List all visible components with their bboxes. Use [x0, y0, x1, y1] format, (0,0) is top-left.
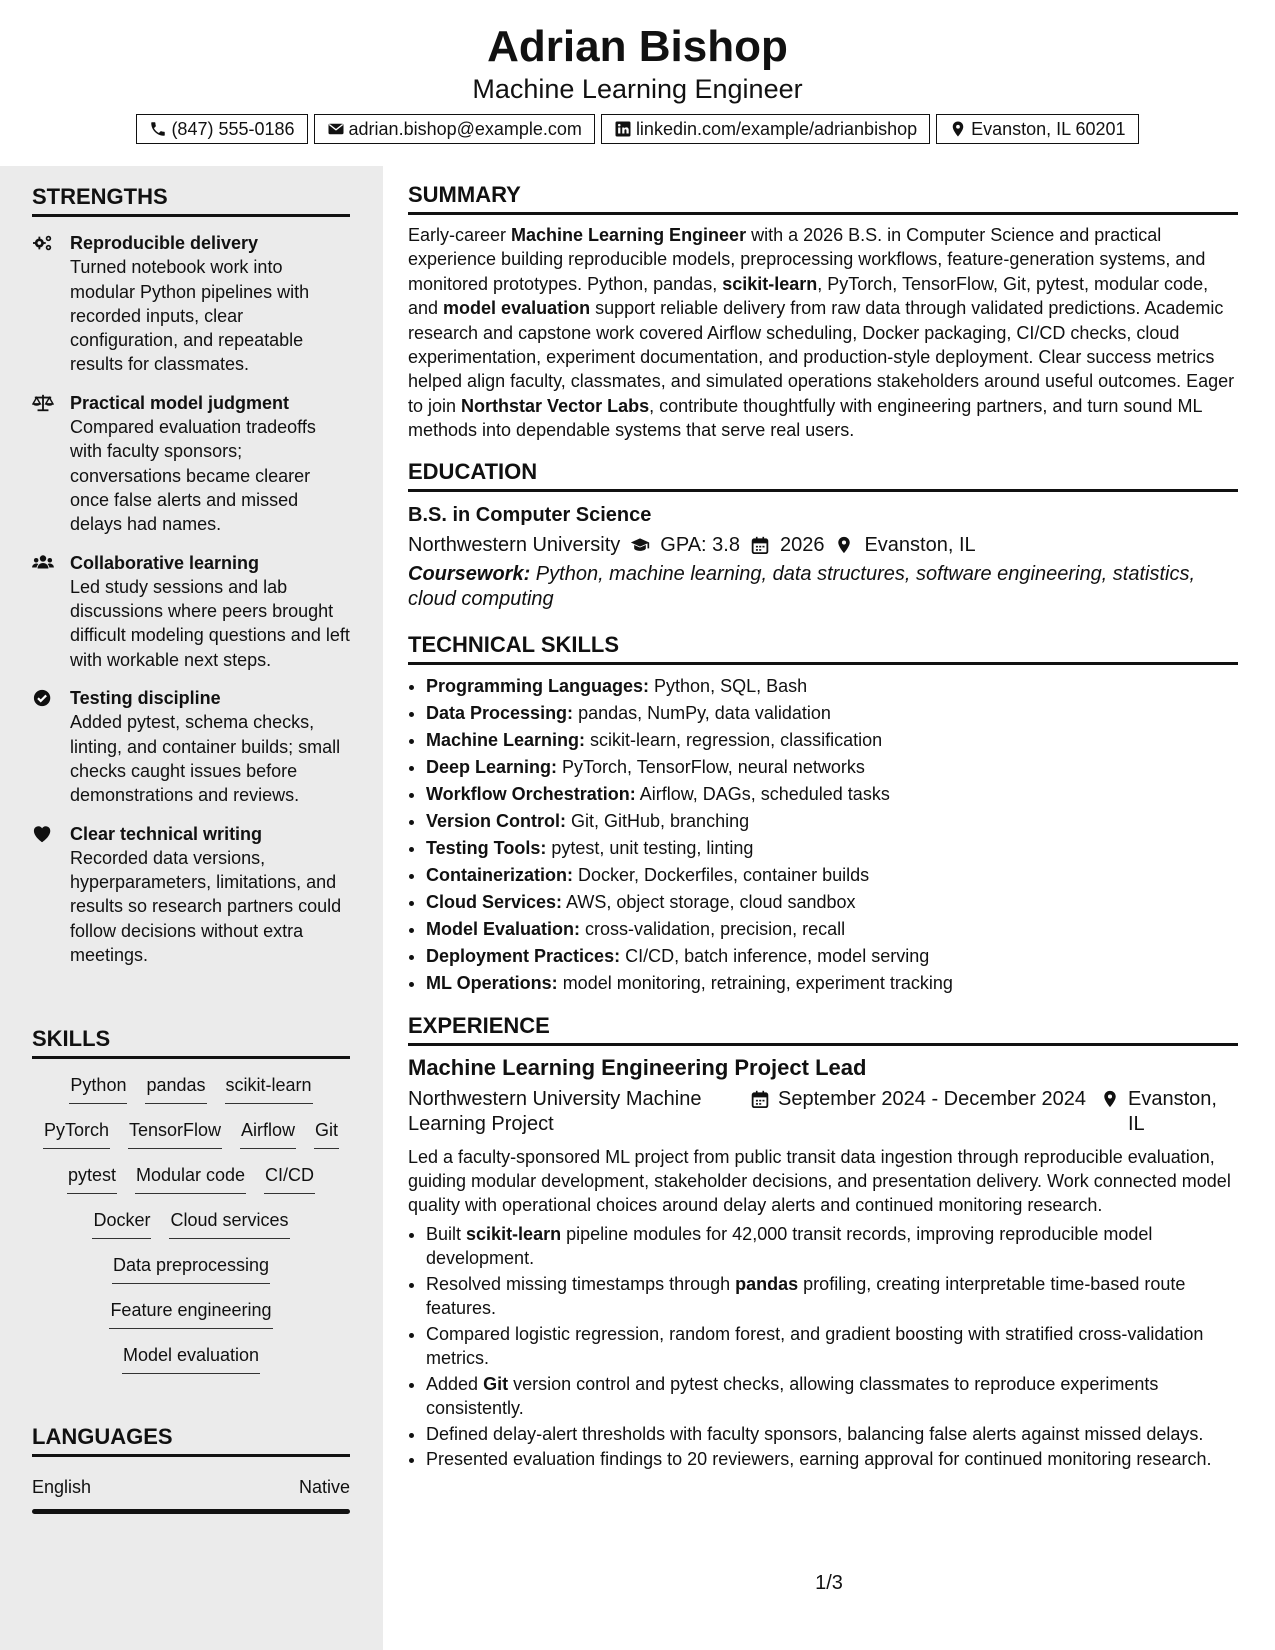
languages-heading: LANGUAGES: [32, 1424, 350, 1457]
bullet-part: Resolved missing timestamps through: [426, 1273, 736, 1294]
skill-value: Docker, Dockerfiles, container builds: [573, 864, 870, 885]
summary-part: , PyTorch, TensorFlow, Git, pytest, modular code, and: [408, 273, 1209, 319]
bullet-part: Git: [483, 1373, 509, 1394]
skill-tag: CI/CD: [264, 1163, 315, 1194]
skill-tag: PyTorch: [43, 1118, 110, 1149]
skill-value: scikit-learn, regression, classification: [585, 729, 883, 750]
map-pin-icon: [834, 536, 854, 554]
languages-section: [32, 1424, 350, 1514]
list-item: [426, 700, 1238, 727]
list-item: [426, 754, 1238, 781]
skill-value: Git, GitHub, branching: [566, 810, 750, 831]
skill-tag: Data preprocessing: [112, 1253, 270, 1284]
education-section: [408, 459, 1238, 612]
map-pin-icon: [1100, 1090, 1120, 1108]
bullet-part: Defined delay-alert thresholds with faculty sponsors, balancing false alerts against missed delays.: [426, 1423, 1204, 1444]
summary-part: Early-career: [408, 225, 512, 245]
skill-label: Deployment Practices:: [426, 945, 621, 966]
skill-label: Testing Tools:: [426, 837, 547, 858]
linkedin-icon: [614, 120, 632, 138]
skill-row: [32, 1343, 350, 1374]
calendar-icon: [750, 1090, 770, 1108]
coursework-list: Python, machine learning, data structures, software engineering, statistics, cloud computing: [408, 562, 1196, 610]
language-level: Native: [298, 1477, 350, 1497]
skill-tag: Python: [69, 1073, 127, 1104]
skill-row: [32, 1163, 350, 1194]
summary-part: scikit-learn: [722, 273, 818, 294]
skill-label: Containerization:: [426, 864, 573, 885]
list-item: [426, 1372, 1238, 1421]
strength-item: [32, 551, 350, 672]
strength-item: [32, 822, 350, 968]
education-year: 2026: [779, 533, 825, 556]
education-degree: B.S. in Computer Science: [408, 503, 652, 526]
strength-item: [32, 686, 350, 807]
skill-value: AWS, object storage, cloud sandbox: [562, 891, 856, 912]
bullet-part: pandas: [735, 1273, 799, 1294]
list-item: [426, 1422, 1238, 1447]
contact-bar: [0, 114, 1275, 144]
strength-title: Collaborative learning: [70, 552, 260, 573]
strength-text: Led study sessions and lab discussions where peers brought difficult modeling questions and left with workable next steps.: [70, 576, 350, 670]
calendar-icon: [750, 536, 770, 554]
scale-icon: [32, 393, 54, 413]
skill-value: pytest, unit testing, linting: [546, 837, 754, 858]
list-item: [426, 1447, 1238, 1472]
skill-row: [32, 1253, 350, 1284]
language-item: [32, 1475, 350, 1499]
list-item: [426, 862, 1238, 889]
map-pin-icon: [949, 120, 967, 138]
bullet-part: Compared logistic regression, random forest, and gradient boosting with stratified cross-validation metrics.: [426, 1323, 1204, 1369]
bullet-part: version control and pytest checks, allowing classmates to reproduce experiments consistently.: [426, 1373, 1159, 1419]
summary-part: Machine Learning Engineer: [511, 225, 747, 245]
bullet-part: Added: [426, 1373, 484, 1394]
list-item: [426, 970, 1238, 997]
strength-text: Turned notebook work into modular Python pipelines with recorded inputs, clear configuration, and repeatable results for classmates.: [70, 257, 310, 375]
skill-row: [32, 1298, 350, 1329]
list-item: [426, 1322, 1238, 1371]
users-icon: [32, 553, 54, 573]
skill-tag: Feature engineering: [109, 1298, 272, 1329]
education-details: [408, 532, 1238, 558]
graduation-cap-icon: [630, 536, 650, 554]
skill-tag: pandas: [145, 1073, 206, 1104]
skill-label: Deep Learning:: [426, 756, 558, 777]
skills-heading: SKILLS: [32, 1026, 350, 1059]
skill-tag: Modular code: [135, 1163, 246, 1194]
job-description: Led a faculty-sponsored ML project from public transit data ingestion through reproducible evaluation, guiding modular development, stakeholder decisions, and presentation delivery. Work connected model quality with operational choices around delay alerts and continued monitoring research.: [408, 1146, 1231, 1216]
skill-label: ML Operations:: [426, 972, 558, 993]
language-level-bar: [32, 1509, 350, 1514]
technical-skills-section: [408, 632, 1238, 997]
bullet-part: Presented evaluation findings to 20 reviewers, earning approval for continued monitoring research.: [426, 1449, 1212, 1470]
skill-tag: Model evaluation: [122, 1343, 260, 1374]
list-item: [426, 835, 1238, 862]
experience-heading: EXPERIENCE: [408, 1013, 1238, 1046]
envelope-icon: [327, 120, 345, 138]
heart-icon: [32, 824, 54, 844]
list-item: [426, 889, 1238, 916]
strength-text: Recorded data versions, hyperparameters, limitations, and results so research partners could follow decisions without extra meetings.: [70, 847, 342, 966]
job-dates-wrap: [750, 1087, 1100, 1137]
list-item: [426, 727, 1238, 754]
strength-item: [32, 391, 350, 537]
skill-row: [32, 1073, 350, 1104]
job-bullets: [408, 1222, 1238, 1472]
list-item: [426, 916, 1238, 943]
contact-location-text: Evanston, IL 60201: [971, 118, 1126, 139]
strength-title: Practical model judgment: [70, 392, 290, 413]
skill-label: Data Processing:: [426, 702, 574, 723]
skill-tag: Airflow: [240, 1118, 296, 1149]
strength-text: Added pytest, schema checks, linting, and container builds; small checks caught issues before demonstrations and reviews.: [70, 712, 341, 806]
strength-title: Clear technical writing: [70, 823, 263, 844]
strength-item: [32, 231, 350, 377]
summary-text: [408, 223, 1238, 443]
bullet-part: profiling, creating interpretable time-based route features.: [426, 1273, 1186, 1319]
skill-value: CI/CD, batch inference, model serving: [620, 945, 930, 966]
list-item: [426, 1272, 1238, 1321]
language-name: English: [32, 1477, 92, 1497]
list-item: [426, 808, 1238, 835]
skill-label: Model Evaluation:: [426, 918, 581, 939]
strengths-heading: STRENGTHS: [32, 184, 350, 217]
skill-label: Programming Languages:: [426, 675, 650, 696]
technical-skills-list: [408, 673, 1238, 997]
skill-value: model monitoring, retraining, experiment tracking: [557, 972, 953, 993]
summary-section: [408, 182, 1238, 443]
list-item: [426, 943, 1238, 970]
strength-title: Testing discipline: [70, 688, 221, 709]
skill-value: cross-validation, precision, recall: [580, 918, 846, 939]
contact-linkedin[interactable]: [601, 114, 930, 144]
contact-location: [936, 114, 1138, 144]
job-org: Northwestern University Machine Learning Project: [408, 1087, 702, 1135]
list-item: [426, 1222, 1238, 1271]
education-gpa: GPA: 3.8: [660, 533, 740, 556]
gears-icon: [32, 233, 54, 253]
skill-tag: scikit-learn: [225, 1073, 313, 1104]
summary-part: model evaluation: [443, 298, 591, 319]
job-location: Evanston, IL: [1128, 1087, 1217, 1135]
education-heading: EDUCATION: [408, 459, 1238, 492]
list-item: [426, 781, 1238, 808]
skill-value: Python, SQL, Bash: [649, 675, 808, 696]
summary-heading: SUMMARY: [408, 182, 1238, 215]
sidebar: [0, 166, 383, 1650]
education-school: Northwestern University: [408, 533, 621, 556]
contact-linkedin-text: linkedin.com/example/adrianbishop: [635, 118, 918, 139]
summary-part: , contribute thoughtfully with engineering partners, and turn sound ML methods into dependable systems that serve real users.: [408, 395, 1202, 441]
summary-part: with a 2026 B.S. in Computer Science and practical experience building reproducible models, preprocessing workflows, feature-generation systems, and monitored prototypes. Python, pandas,: [408, 225, 1206, 294]
skill-label: Workflow Orchestration:: [426, 783, 636, 804]
page-number: 1/3: [815, 1572, 843, 1594]
job-location-wrap: [1100, 1087, 1225, 1137]
job-title: Machine Learning Engineering Project Lead: [408, 1054, 867, 1080]
summary-part: support reliable delivery from raw data through validated predictions. Academic research and capstone work covered Airflow scheduling, Docker packaging, CI/CD checks, cloud experimentation, experiment documentation, and production-style deployment. Clear success metrics helped align faculty, classmates, and simulated operations stakeholders around useful outcomes. Eager to join: [408, 298, 1235, 416]
candidate-name: Adrian Bishop: [487, 22, 788, 71]
skill-value: Airflow, DAGs, scheduled tasks: [635, 783, 890, 804]
contact-email-text: adrian.bishop@example.com: [348, 118, 582, 139]
coursework-label: Coursework:: [408, 562, 531, 585]
strengths-section: [32, 184, 350, 967]
skill-value: PyTorch, TensorFlow, neural networks: [557, 756, 865, 777]
education-location: Evanston, IL: [864, 533, 976, 556]
skill-row: [32, 1118, 350, 1149]
experience-section: [408, 1013, 1238, 1472]
skill-tag: Cloud services: [169, 1208, 289, 1239]
bullet-part: scikit-learn: [466, 1223, 562, 1244]
candidate-title: Machine Learning Engineer: [472, 74, 803, 104]
strength-title: Reproducible delivery: [70, 233, 259, 253]
main-content: [408, 182, 1238, 1473]
bullet-part: pipeline modules for 42,000 transit records, improving reproducible model development.: [426, 1223, 1153, 1269]
strength-text: Compared evaluation tradeoffs with faculty sponsors; conversations became clearer once false alerts and missed delays had names.: [70, 417, 316, 535]
check-circle-icon: [32, 688, 54, 708]
phone-icon: [149, 120, 167, 138]
contact-phone[interactable]: [136, 114, 307, 144]
technical-skills-heading: TECHNICAL SKILLS: [408, 632, 1238, 665]
skill-label: Version Control:: [426, 810, 567, 831]
skill-label: Cloud Services:: [426, 891, 563, 912]
resume-header: [0, 0, 1275, 166]
summary-part: Northstar Vector Labs: [461, 395, 650, 416]
contact-phone-text: (847) 555-0186: [171, 118, 295, 139]
skills-section: [32, 1026, 350, 1374]
skill-tag: TensorFlow: [128, 1118, 222, 1149]
skill-tag: pytest: [67, 1163, 117, 1194]
skill-value: pandas, NumPy, data validation: [573, 702, 831, 723]
job-dates: September 2024 - December 2024: [778, 1087, 1086, 1110]
list-item: [426, 673, 1238, 700]
skill-row: [32, 1208, 350, 1239]
bullet-part: Built: [426, 1223, 467, 1244]
education-coursework: [408, 562, 1238, 612]
skill-tag: Docker: [92, 1208, 151, 1239]
contact-email[interactable]: [314, 114, 595, 144]
skill-label: Machine Learning:: [426, 729, 586, 750]
skill-tag: Git: [314, 1118, 339, 1149]
job-meta: [408, 1087, 1238, 1137]
